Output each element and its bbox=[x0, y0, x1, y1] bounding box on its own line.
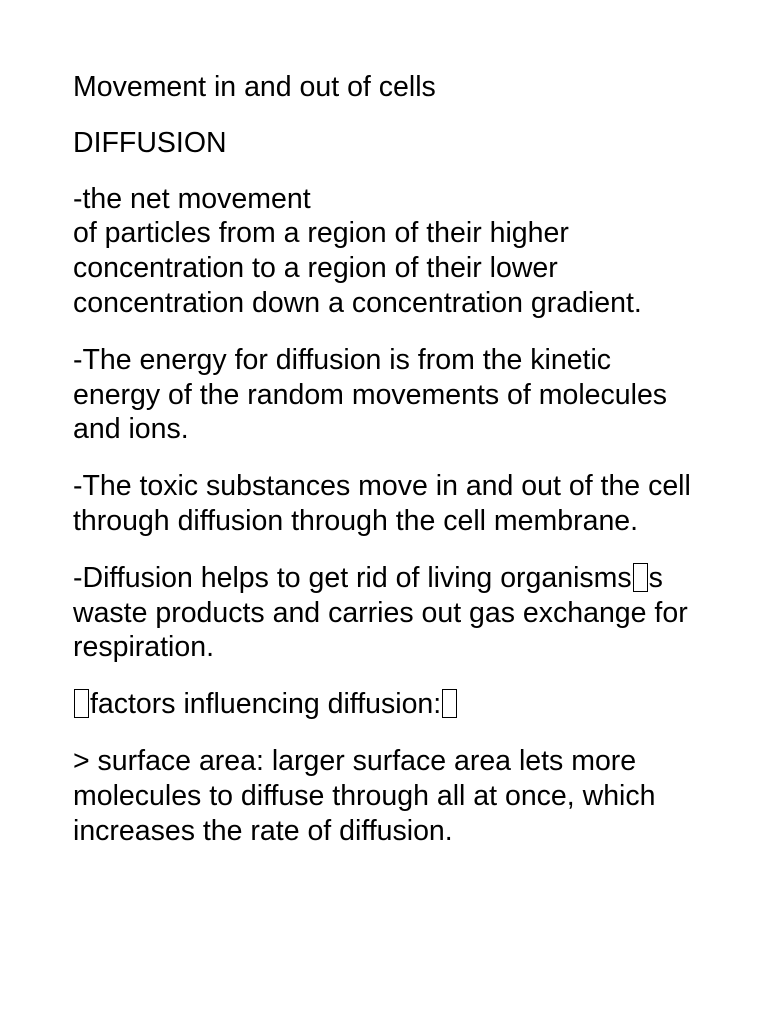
energy-paragraph: -The energy for diffusion is from the kinetic energy of the random movements of molecules and ions. bbox=[73, 343, 668, 446]
waste-paragraph bbox=[73, 561, 698, 665]
waste-text-part-2: s waste products and carries out gas exchange for respiration. bbox=[73, 561, 688, 664]
factors-heading-paragraph bbox=[73, 687, 698, 722]
missing-glyph-icon bbox=[633, 563, 648, 592]
factors-heading: factors influencing diffusion: bbox=[90, 688, 442, 721]
definition-line-1: -the net movement bbox=[73, 182, 311, 215]
toxic-paragraph: -The toxic substances move in and out of the cell through diffusion through the cell membrane. bbox=[73, 470, 691, 537]
definition-paragraph bbox=[73, 182, 698, 321]
definition-line-2: of particles from a region of their higher concentration to a region of their lower concentration down a concentration gradient. bbox=[73, 217, 642, 319]
section-heading: DIFFUSION bbox=[73, 126, 227, 159]
missing-glyph-icon bbox=[442, 689, 457, 718]
document-title: Movement in and out of cells bbox=[73, 71, 436, 103]
waste-text-part-1: -Diffusion helps to get rid of living organisms bbox=[73, 561, 632, 594]
surface-area-paragraph: > surface area: larger surface area lets more molecules to diffuse through all at once, which increases the rate of diffusion. bbox=[73, 744, 656, 847]
missing-glyph-icon bbox=[74, 689, 89, 718]
